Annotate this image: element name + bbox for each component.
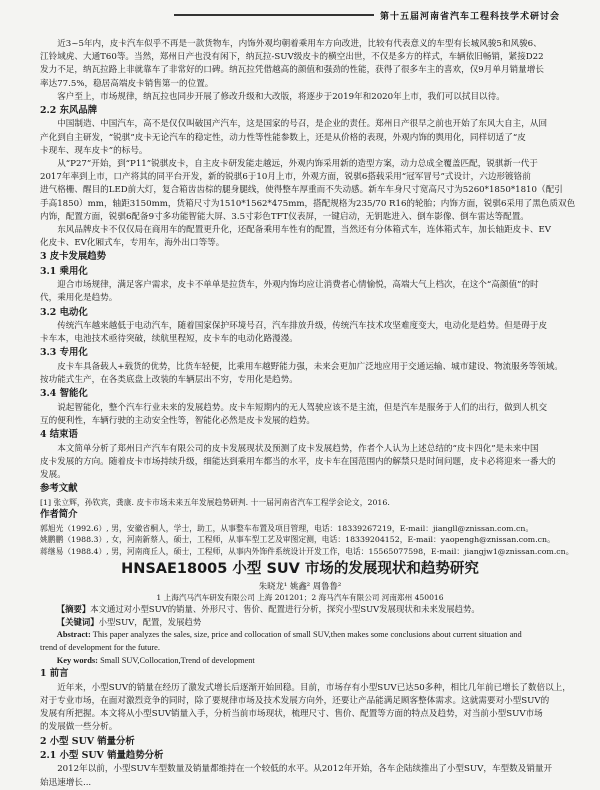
intro-line: 近3~5年内，皮卡汽车似乎不再是一款货物车，内饰外观均朝着乘用车方向改进，比较有代表意义的车型有长城风骏5和风骏6、 [57, 39, 542, 49]
body-line: 卡现车、现车皮卡”的标号。 [40, 145, 148, 156]
section-heading: 2.2 东风品牌 [40, 105, 98, 117]
body-line: 从“P27”开始，到“P11”锐骐皮卡，自主皮卡研发能走越远，外观内饰采用新的造型方案，动力总成全覆盖匹配，锐骐新一代于 [57, 159, 538, 170]
abstract-en-line: This paper analyzes the sales, size, price and collocation of small SUV,then makes some conclusions about current situation and [92, 629, 522, 639]
intro-line: 率达77.5%，稳居高端皮卡销售第一的位置。 [40, 78, 214, 89]
subsection-heading: 2.1 小型 SUV 销量趋势分析 [40, 749, 164, 761]
author-bio: 郭旭光（1992.6）, 男，安徽省桐人，学士，助工，从事整车布置及项目管理，电话：18339267219，E-mail：jiangll@znissan.com.cn。 [40, 523, 534, 533]
abstract-text: 本文通过对小型SUV的销量、外形尺寸、售价、配置进行分析，探究小型SUV发展现状和未来发展趋势。 [90, 604, 480, 615]
keywords-en-label: Key words: [56, 655, 98, 665]
body-line: 迎合市场规律，满足客户需求，皮卡不单单是拉货车，外观内饰均应让消费者心情愉悦，高端大气上档次，在这个“高颜值”的时 [57, 280, 539, 291]
references-heading: 参考文献 [40, 483, 78, 495]
body-line: 手高1850）mm，轴距3150mm，货箱尺寸为1510*1562*475mm，搭配规格为235/70 R16的轮胎；内饰方面，锐骐6采用了黑色质双色 [40, 198, 576, 209]
keywords-text: 小型SUV，配置，发展趋势 [98, 617, 202, 628]
body-line: 卡车本，电池技术亟待突破，续航里程短，皮卡车的电动化路漫漫。 [40, 334, 298, 345]
intro-line: 发力不足，纳瓦拉路上非就靠车了非常好的口碑。纳瓦拉凭借越高的颜值和强劲的性能，获得了很多车主的喜欢，仅9月单月销量增长 [40, 65, 544, 76]
intro-line: 江铃域虎、大通T60等。当然，郑州日产也没有闲下，纳瓦拉-SUV级皮卡的横空出世，不仅是多方的样式，车辆依旧畅销，紧接D22 [40, 52, 544, 63]
keywords-en [0, 655, 600, 668]
body-line: 代，乘用化是趋势。 [40, 293, 118, 304]
author-bio: 姚鹏鹏（1988.3）, 女，河南新蔡人，硕士，工程师，从事车型工艺及审图定测，电话：18339204152，E-mail：yaopengh@znissan.com.cn。 [40, 535, 555, 545]
body-line: 对于专业市场，在面对激烈竞争的同时，除了要规律市场及技术发展方向外，还要让产品能满足顾客整体需求。这就需要对小型SUV的 [40, 695, 550, 706]
article-authors: 朱晓龙¹ 姚鑫² 周鲁鲁² [258, 581, 342, 592]
body-line: 中国制造、中国汽车，高不是仅仅叫破国产汽车，这是国家的号召，是企业的责任。郑州日产很早之前也开始了东风大自主，从回 [57, 119, 548, 130]
abstract-zh [0, 603, 600, 616]
intro-line: 客户至上，市场规律，纳瓦拉也同步开展了修改升级和大改版，将逐步于2019年和2020年上市，我们可以拭目以待。 [57, 91, 505, 102]
section-heading: 2 小型 SUV 销量分析 [40, 735, 135, 747]
article-affiliations: 1 上海汽马汽车研发有限公司 上海 201201；2 海马汽车有限公司 河南郑州 450016 [156, 593, 444, 603]
section-heading: 4 结束语 [40, 429, 78, 441]
body-line: 始迅速增长... [40, 777, 92, 788]
header-rule [174, 14, 374, 16]
body-line: 2012年以前，小型SUV车型数量及销量都维持在一个较低的水平。从2012年开始，各车企陆续推出了小型SUV，车型数及销量开 [57, 764, 553, 775]
body-line: 近年来，小型SUV的销量在经历了激发式增长后逐渐开始回稳。目前，市场存有小型SUV已达50多种，相比几年前已增长了数倍以上， [57, 682, 571, 693]
body-line: 化皮卡、EV化厢式车，专用车，海外出口等等。 [40, 238, 225, 249]
author-bio: 蒋继易（1988.4）, 男，河南商丘人，硕士，工程师，从事内外饰件系统设计开发工作，电话：15565077598，E-mail：jiangjw1@znissan.com.cn。 [40, 546, 574, 556]
running-header [0, 0, 600, 30]
second-article [0, 559, 600, 789]
body-line: 互的便利性，车辆行驶的主动安全性等，智能化必然是皮卡发展的趋势。 [40, 415, 316, 426]
abstract-label: 【摘要】 [56, 604, 91, 615]
body-line: 皮卡发展的方向。随着皮卡市场持续升级，细能达到乘用车都当的水平，皮卡车在国范围内的解禁只是时间问题，皮卡必将迎来一番大的 [40, 456, 556, 467]
body-line: 皮卡车具备载人+载货的优势，比货车轻便，比乘用车越野能力强，未来会更加广泛地应用于交通运输、城市建设、物流服务等领域。 [57, 361, 563, 372]
abstract-en-label: Abstract: [56, 629, 91, 639]
keywords-en-text: Small SUV,Collocation,Trend of development [100, 655, 255, 665]
section-heading: 1 前言 [40, 668, 69, 680]
body-line: 的发展做一些分析。 [40, 722, 118, 733]
body-line: 发展。 [40, 469, 66, 480]
authors-heading: 作者简介 [40, 509, 78, 521]
article-title: HNSAE18005 小型 SUV 市场的发展现状和趋势研究 [121, 561, 479, 578]
first-article-body [0, 38, 600, 557]
body-line: 内饰，配置方面，锐骐6配备9寸多功能智能大屏、3.5寸彩色TFT仪表屏，一键启动，无钥匙进入、倒车影像、倒车雷达等配置。 [40, 211, 529, 222]
keywords-zh [0, 616, 600, 629]
body-line: 进气格栅、醒目的LED前大灯，复合箱齿齿棕的腿身腿线，使得整车厚重而不失动感。新车车身尺寸宽高尺寸为5260*1850*1810（配引 [40, 185, 563, 196]
subsection-heading: 3.3 专用化 [40, 347, 88, 359]
keywords-label: 【关键词】 [56, 617, 99, 628]
body-line: 传统汽车越来越低于电动汽车，随着国家保护环境号召，汽车排放升级，传统汽车技术攻坚难度变大，电动化是趋势。但是碍于皮 [57, 321, 548, 332]
body-line: 东风品牌皮卡不仅仅局在商用车的配置更升化，还配备乘用车性有的配置，当然还有分体箱式车，连体箱式车，加长轴距皮卡、EV [57, 225, 551, 236]
body-line: 本文简单分析了郑州日产汽车有限公司的皮卡发展现状及预测了皮卡发展趋势，作者个人认为上述总结的“皮卡四化”是未来中国 [57, 443, 539, 454]
body-line: 产化到自主研发，“锐骐”皮卡无论汽车的稳定性，动力性等性能参数上，还是从价格的表现，外观内饰的舆用化，同样切适了“皮 [40, 132, 526, 143]
body-line: 发展有所把握。本文将从小型SUV销量入手，分析当前市场现状，梳理尺寸、售价、配置等方面的特点及趋势，对当前小型SUV市场 [40, 709, 543, 720]
section-heading: 3 皮卡发展趋势 [40, 251, 107, 263]
subsection-heading: 3.2 电动化 [40, 306, 88, 318]
body-line: 按功能式生产，在各类底盘上改装的车辆层出不穷，专用化是趋势。 [40, 375, 298, 386]
subsection-heading: 3.4 智能化 [40, 388, 88, 400]
abstract-en-line: trend of development for the future. [40, 642, 160, 652]
journal-name: 第十五届河南省汽车工程科技学术研讨会 [379, 11, 560, 22]
reference-item: [1] 张立辉，孙钦宾，龚康. 皮卡市场未来五年发展趋势研判. 十一届河南省汽车工程学会论文，2016. [40, 497, 390, 507]
body-line: 说起智能化，整个汽车行业未来的发展趋势。皮卡车短期内的无人驾驶应该不是主流，但是汽车是服务于人们的出行，做到人机交 [57, 402, 548, 413]
subsection-heading: 3.1 乘用化 [40, 265, 88, 277]
abstract-en [0, 629, 600, 642]
body-line: 2017年率到上市，口产将其的同平台开发，新的锐骐6于10月上市，外观方面，锐骐6搭载采用“冠军冒号”式设计，六边形镀铬前 [40, 172, 531, 183]
